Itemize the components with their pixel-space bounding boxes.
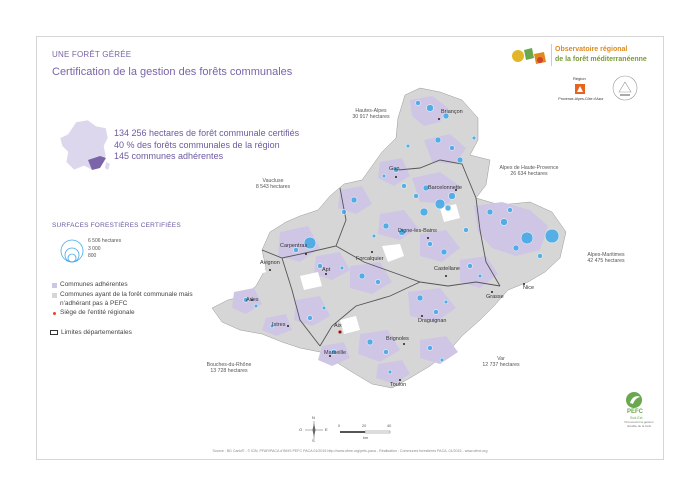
- size-legend-medium: 3 000: [88, 246, 101, 252]
- map-title: Certification de la gestion des forêts communales: [52, 66, 293, 78]
- region-label: Région: [573, 76, 586, 81]
- scale-tick-40: 40: [387, 424, 392, 428]
- city-label: Apt: [322, 267, 331, 273]
- stat-percent: 40 % des forêts communales de la région: [114, 139, 280, 150]
- pefc-label: PEFC: [627, 409, 644, 415]
- city-label: Castellane: [434, 266, 460, 272]
- city-label: Marseille: [324, 350, 347, 356]
- city-label: Aix: [334, 323, 342, 329]
- stat-hectares: 134 256 hectares de forêt communale certifiés: [114, 128, 300, 138]
- dept-label-vaucluse: [252, 178, 294, 190]
- city-label: Avignon: [260, 260, 280, 266]
- size-legend-title: SURFACES FORESTIÈRES CERTIFIÉES: [52, 222, 181, 229]
- source-credit: Source : BD Carto® - © IGN, PFAR/PACA d'INHS PEFC PACA 01/2015 http://www.ofme.org/pefc-paca - Réalisation : Communes forestières PACA, 01/2015 - www.ofme.org: [212, 449, 488, 453]
- size-legend-small: 800: [88, 253, 97, 259]
- legend-siege-label: Siège de l'entité régionale: [60, 309, 135, 316]
- city-label: Toulon: [390, 382, 407, 388]
- dept-label-alpes-maritimes: [576, 252, 636, 264]
- dept-area: 8 543 hectares: [255, 184, 291, 190]
- compass-o: O: [299, 427, 303, 432]
- section-kicker: UNE FORÊT GÉRÉE: [52, 50, 132, 59]
- dept-name: Var: [497, 356, 505, 362]
- city-label: Gap: [389, 166, 400, 172]
- scale-unit: km: [363, 436, 369, 440]
- city-label: Brignoles: [386, 336, 409, 342]
- dept-name: Alpes-Maritimes: [587, 252, 625, 258]
- dept-label-hautes-alpes: [350, 108, 392, 120]
- city-label: Barcelonnette: [428, 185, 462, 191]
- legend-non-adherent-label-1: Communes ayant de la forêt communale mais: [60, 291, 193, 298]
- legend-non-adherent-label-2: n'adhérant pas à PEFC: [60, 300, 128, 307]
- city-label: Grasse: [486, 294, 504, 300]
- city-label: Istres: [272, 322, 286, 328]
- region-name: Provence-Alpes-Côte d'Azur: [558, 97, 604, 101]
- pefc-caption: Promouvoir la gestion durable de la forêt: [624, 420, 654, 428]
- dept-name: Bouches-du-Rhône: [206, 362, 252, 368]
- dept-name: Vaucluse: [262, 178, 284, 184]
- city-label: Nice: [523, 285, 535, 291]
- compass-n: N: [312, 415, 315, 420]
- legend-limit-label: Limites départementales: [61, 329, 132, 336]
- city-label: Draguignan: [418, 318, 447, 324]
- scale-tick-0: 0: [338, 424, 341, 428]
- dept-label-var: [478, 356, 524, 368]
- scale-tick-20: 20: [362, 424, 367, 428]
- city-label: Digne-les-Bains: [398, 228, 437, 234]
- compass-e: E: [325, 427, 328, 432]
- observatoire-line2: de la forêt méditerranéenne: [555, 56, 647, 63]
- stat-communes: 145 communes adhérentes: [114, 151, 224, 161]
- city-label: Forcalquier: [356, 256, 384, 262]
- dept-area: 26 634 hectares: [510, 171, 548, 177]
- pefc-sub: Sud-Est: [630, 416, 643, 420]
- dept-area: 13 728 hectares: [210, 368, 248, 374]
- dept-area: 12 737 hectares: [482, 362, 520, 368]
- city-label: Briançon: [441, 109, 463, 115]
- dept-label-bouches-du-rhone: [205, 362, 253, 374]
- dept-name: Alpes de Haute-Provence: [499, 165, 559, 171]
- compass-s: S: [312, 438, 315, 443]
- observatoire-line1: Observatoire régional: [555, 46, 628, 53]
- city-label: Carpentras: [280, 243, 308, 249]
- dept-name: Hautes-Alpes: [355, 108, 387, 114]
- legend-adherent-label: Communes adhérentes: [60, 281, 128, 288]
- size-legend-large: 6 506 hectares: [88, 238, 122, 244]
- dept-area: 30 917 hectares: [352, 114, 390, 120]
- dept-area: 42 475 hectares: [587, 258, 625, 264]
- dept-label-alpes-haute-provence: [484, 165, 574, 177]
- city-label: Arles: [246, 297, 259, 303]
